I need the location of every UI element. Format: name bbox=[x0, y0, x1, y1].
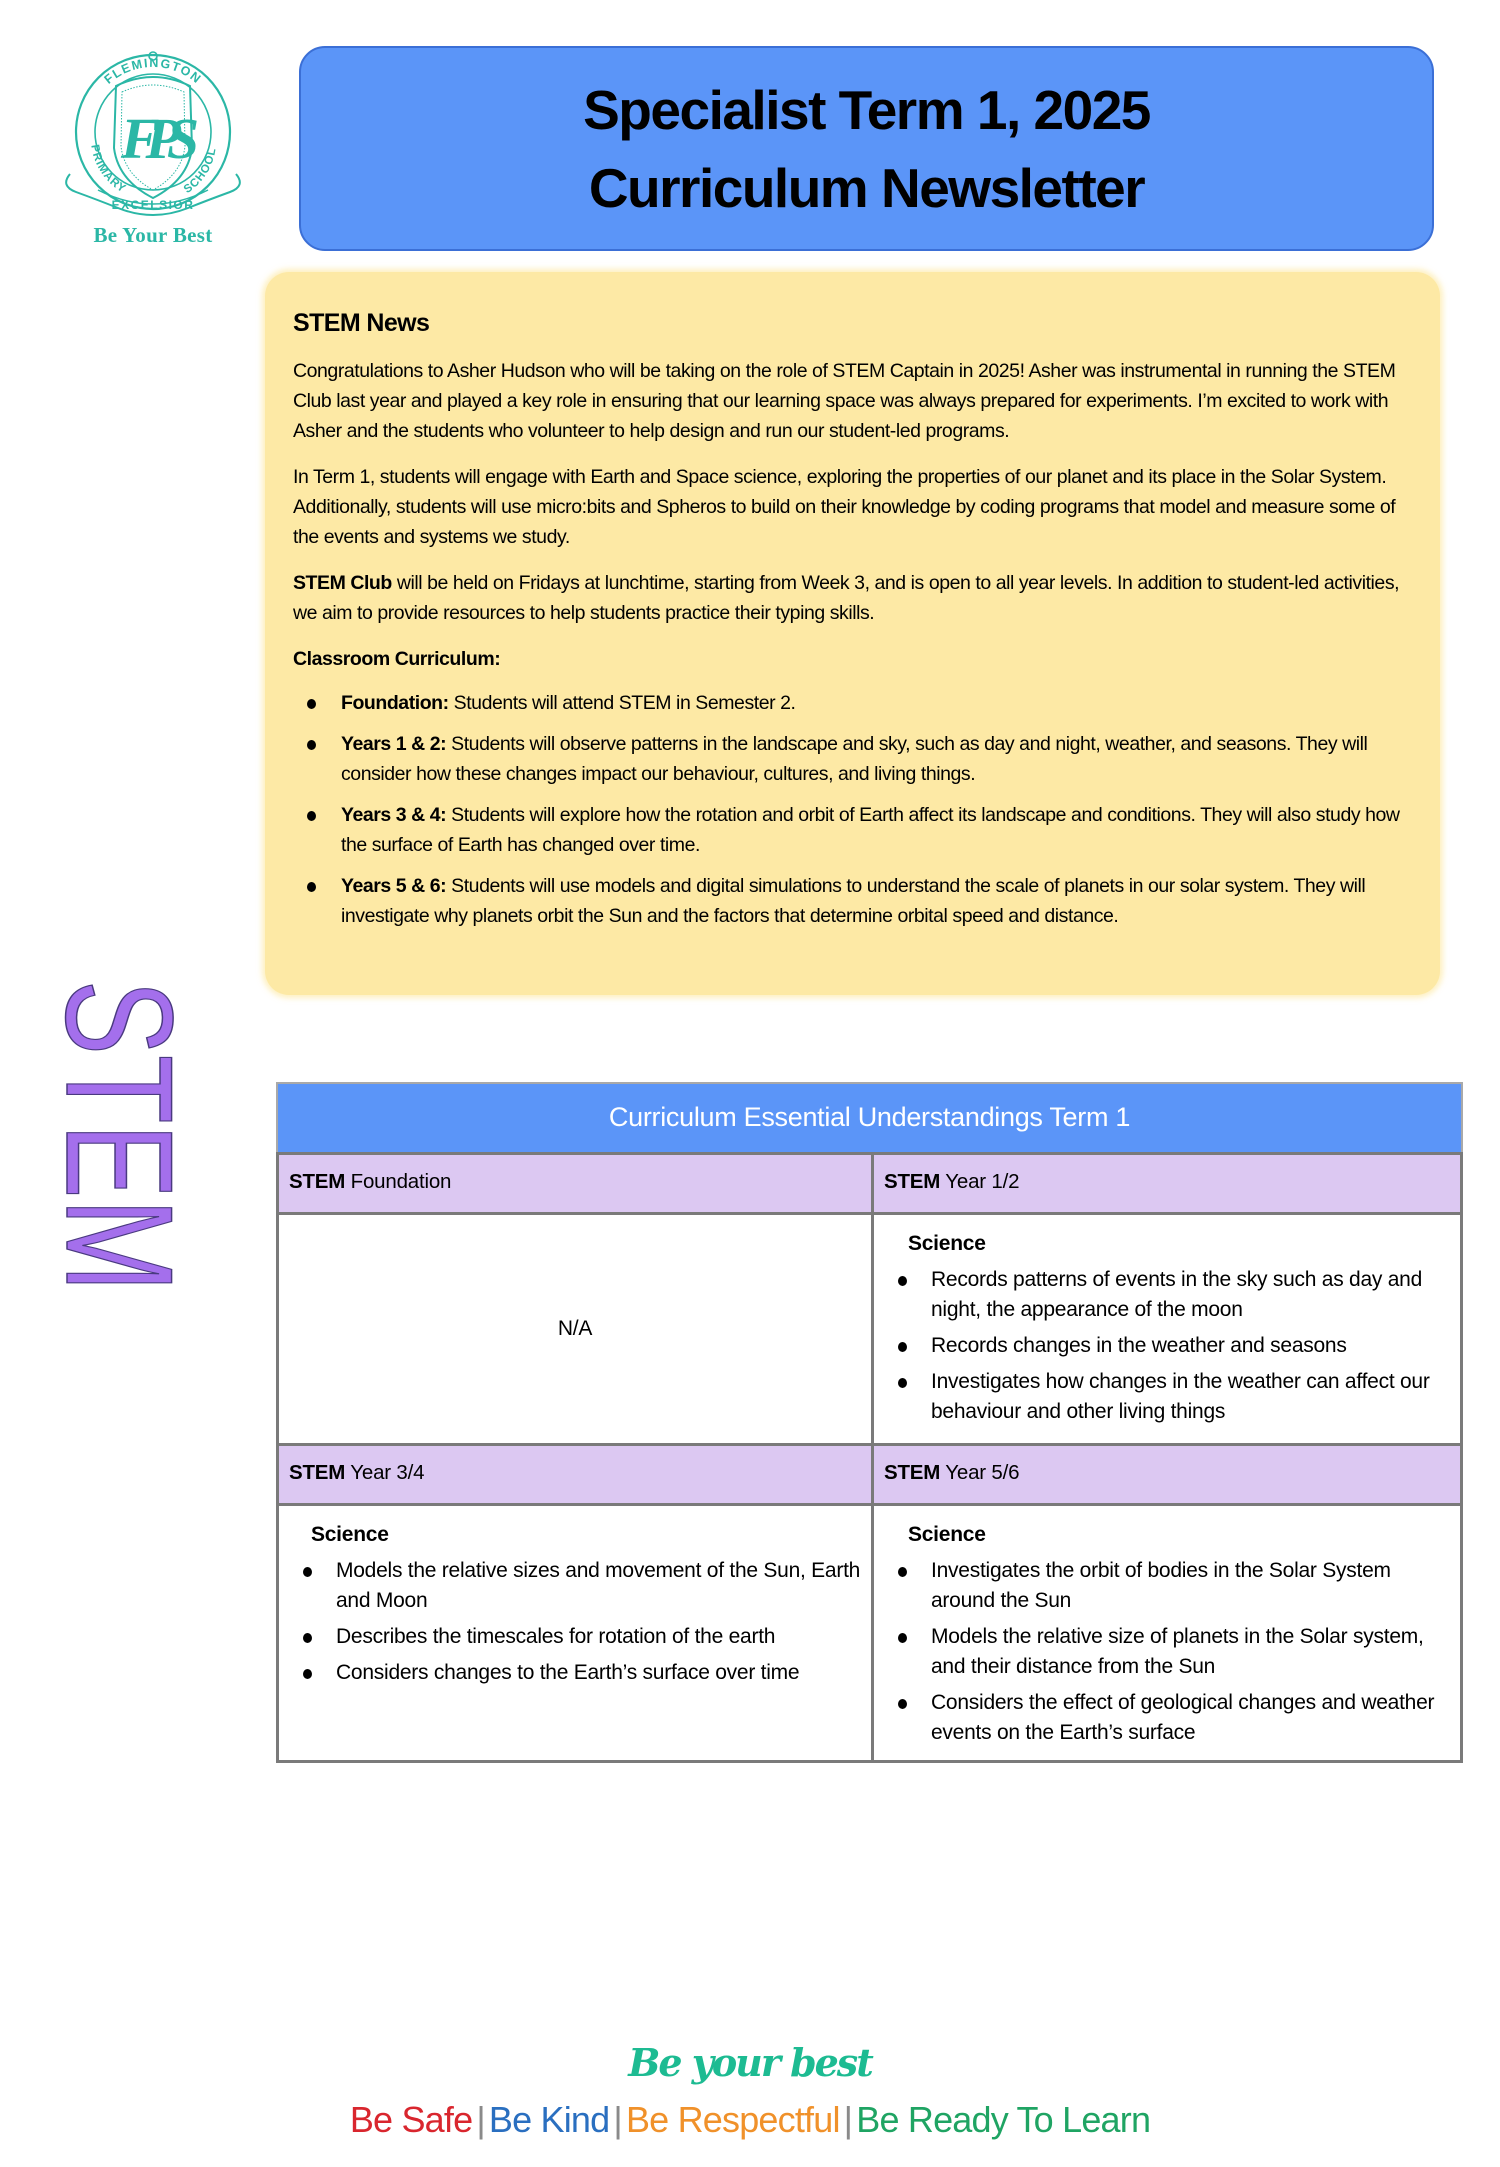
outcome-text: Investigates how changes in the weather can affect our behaviour and other living things bbox=[931, 1370, 1430, 1423]
header-rest: Year 3/4 bbox=[345, 1461, 425, 1484]
header-rest: Year 1/2 bbox=[940, 1170, 1020, 1193]
outcome-item bbox=[874, 1331, 1460, 1361]
outcome-item bbox=[874, 1556, 1460, 1616]
curriculum-item-label: Years 3 & 4: bbox=[341, 804, 447, 826]
bullet-icon bbox=[303, 1669, 312, 1679]
outcome-list bbox=[874, 1556, 1460, 1748]
value-separator: | bbox=[476, 2099, 485, 2140]
outcome-item bbox=[874, 1367, 1460, 1427]
stem-club-label: STEM Club bbox=[293, 572, 392, 594]
value-separator: | bbox=[613, 2099, 622, 2140]
curriculum-item bbox=[293, 688, 1423, 718]
outcome-item bbox=[874, 1622, 1460, 1682]
subject-heading: Science bbox=[908, 1523, 986, 1546]
value-be-ready-to-learn: Be Ready To Learn bbox=[856, 2099, 1151, 2140]
newsletter-title-banner bbox=[299, 46, 1434, 251]
logo-monogram: FPS bbox=[120, 106, 186, 171]
classroom-curriculum-heading: Classroom Curriculum: bbox=[293, 648, 501, 670]
table-header-cell bbox=[871, 1443, 1463, 1506]
value-be-safe: Be Safe bbox=[349, 2099, 473, 2140]
table-body-cell bbox=[871, 1212, 1463, 1446]
outcome-text: Describes the timescales for rotation of the earth bbox=[336, 1625, 776, 1648]
outcome-item bbox=[279, 1556, 871, 1616]
bullet-icon bbox=[898, 1567, 907, 1577]
title-line-2: Curriculum Newsletter bbox=[588, 156, 1145, 219]
school-values bbox=[0, 2098, 1500, 2142]
logo-banner: EXCELSIOR bbox=[111, 198, 195, 212]
subject-heading: Science bbox=[908, 1232, 986, 1255]
header-bold: STEM bbox=[884, 1170, 941, 1193]
bullet-icon bbox=[307, 740, 316, 750]
curriculum-list bbox=[293, 688, 1423, 931]
outcome-text: Investigates the orbit of bodies in the Solar System around the Sun bbox=[931, 1559, 1391, 1612]
header-bold: STEM bbox=[289, 1461, 346, 1484]
svg-text:SCHOOL bbox=[182, 147, 219, 196]
bullet-icon bbox=[303, 1633, 312, 1643]
table-header-cell bbox=[276, 1152, 874, 1215]
table-body-cell bbox=[276, 1503, 874, 1763]
curriculum-table bbox=[276, 1082, 1463, 1763]
stem-club-paragraph bbox=[293, 568, 1423, 628]
bullet-icon bbox=[307, 699, 316, 709]
header-rest: Year 5/6 bbox=[940, 1461, 1020, 1484]
logo-motto: Be Your Best bbox=[93, 223, 213, 247]
outcome-item bbox=[279, 1658, 871, 1688]
curriculum-item bbox=[293, 871, 1423, 931]
curriculum-item-text: Students will explore how the rotation and orbit of Earth affect its landscape and conditions. They will also study how the surface of Earth has changed over time. bbox=[341, 804, 1400, 856]
table-body-cell bbox=[871, 1503, 1463, 1763]
school-crest-icon bbox=[58, 40, 248, 225]
stem-club-text: will be held on Fridays at lunchtime, starting from Week 3, and is open to all year levels. In addition to student-led activities, we aim to provide resources to help students practice their typing skills. bbox=[293, 572, 1400, 624]
news-heading: STEM News bbox=[293, 309, 430, 337]
news-paragraph: In Term 1, students will engage with Earth and Space science, exploring the properties of our planet and its place in the Solar System. Additionally, students will use micro:bits and Spheros to build on their knowledge by coding programs that model and measure some of the events and systems we study. bbox=[293, 466, 1396, 548]
subject-heading: Science bbox=[311, 1523, 389, 1546]
curriculum-item bbox=[293, 729, 1423, 789]
outcome-text: Records changes in the weather and seasons bbox=[931, 1334, 1347, 1357]
header-rest: Foundation bbox=[345, 1170, 452, 1193]
outcome-text: Models the relative sizes and movement of the Sun, Earth and Moon bbox=[336, 1559, 861, 1612]
outcome-item bbox=[874, 1265, 1460, 1325]
value-be-respectful: Be Respectful bbox=[625, 2099, 840, 2140]
logo-ring-left: PRIMARY bbox=[88, 143, 129, 196]
outcome-text: Records patterns of events in the sky such as day and night, the appearance of the moon bbox=[931, 1268, 1423, 1321]
curriculum-item-label: Years 5 & 6: bbox=[341, 875, 447, 897]
na-text: N/A bbox=[557, 1317, 593, 1340]
bullet-icon bbox=[898, 1378, 907, 1388]
curriculum-item-text: Students will use models and digital simulations to understand the scale of planets in our solar system. They will investigate why planets orbit the Sun and the factors that determine orbital speed and distance. bbox=[341, 875, 1366, 927]
bullet-icon bbox=[898, 1699, 907, 1709]
bullet-icon bbox=[303, 1567, 312, 1577]
table-body-cell bbox=[276, 1212, 874, 1446]
logo-ring-top: FLEMINGTON bbox=[101, 55, 205, 87]
school-logo bbox=[58, 40, 248, 260]
curriculum-item-text: Students will attend STEM in Semester 2. bbox=[448, 692, 796, 714]
bullet-icon bbox=[307, 882, 316, 892]
table-title: Curriculum Essential Understandings Term 1 bbox=[276, 1082, 1463, 1152]
footer-script-motto: Be your best bbox=[628, 2040, 872, 2085]
stem-news-panel bbox=[265, 272, 1440, 995]
outcome-item bbox=[279, 1622, 871, 1652]
side-stem-text: STEM bbox=[34, 980, 204, 1403]
value-be-kind: Be Kind bbox=[488, 2099, 610, 2140]
curriculum-item-text: Students will observe patterns in the landscape and sky, such as day and night, weather, and seasons. They will consider how these changes impact our behaviour, cultures, and living things. bbox=[341, 733, 1368, 785]
curriculum-item-label: Foundation: bbox=[341, 692, 449, 714]
outcome-text: Models the relative size of planets in the Solar system, and their distance from the Sun bbox=[931, 1625, 1424, 1678]
value-separator: | bbox=[843, 2099, 853, 2140]
bullet-icon bbox=[898, 1342, 907, 1352]
bullet-icon bbox=[898, 1276, 907, 1286]
side-stem-label bbox=[34, 975, 204, 1403]
outcome-list bbox=[279, 1556, 871, 1688]
table-header-cell bbox=[276, 1443, 874, 1506]
curriculum-item bbox=[293, 800, 1423, 860]
outcome-text: Considers the effect of geological changes and weather events on the Earth’s surface bbox=[931, 1691, 1435, 1744]
bullet-icon bbox=[898, 1633, 907, 1643]
outcome-text: Considers changes to the Earth’s surface over time bbox=[336, 1661, 800, 1684]
outcome-item bbox=[874, 1688, 1460, 1748]
header-bold: STEM bbox=[289, 1170, 346, 1193]
svg-text:FLEMINGTON bbox=[102, 56, 205, 87]
header-bold: STEM bbox=[884, 1461, 941, 1484]
bullet-icon bbox=[307, 811, 316, 821]
curriculum-item-label: Years 1 & 2: bbox=[341, 733, 447, 755]
table-header-cell bbox=[871, 1152, 1463, 1215]
title-line-1: Specialist Term 1, 2025 bbox=[583, 78, 1150, 141]
news-paragraph: Congratulations to Asher Hudson who will be taking on the role of STEM Captain in 2025! Asher was instrumental in running the STEM Club last year and played a key role in ensuring that our learning space was always prepared for experiments. I’m excited to work with Asher and the students who volunteer to help design and run our student-led programs. bbox=[293, 360, 1396, 442]
outcome-list bbox=[874, 1265, 1460, 1427]
logo-ring-right: SCHOOL bbox=[181, 146, 219, 196]
